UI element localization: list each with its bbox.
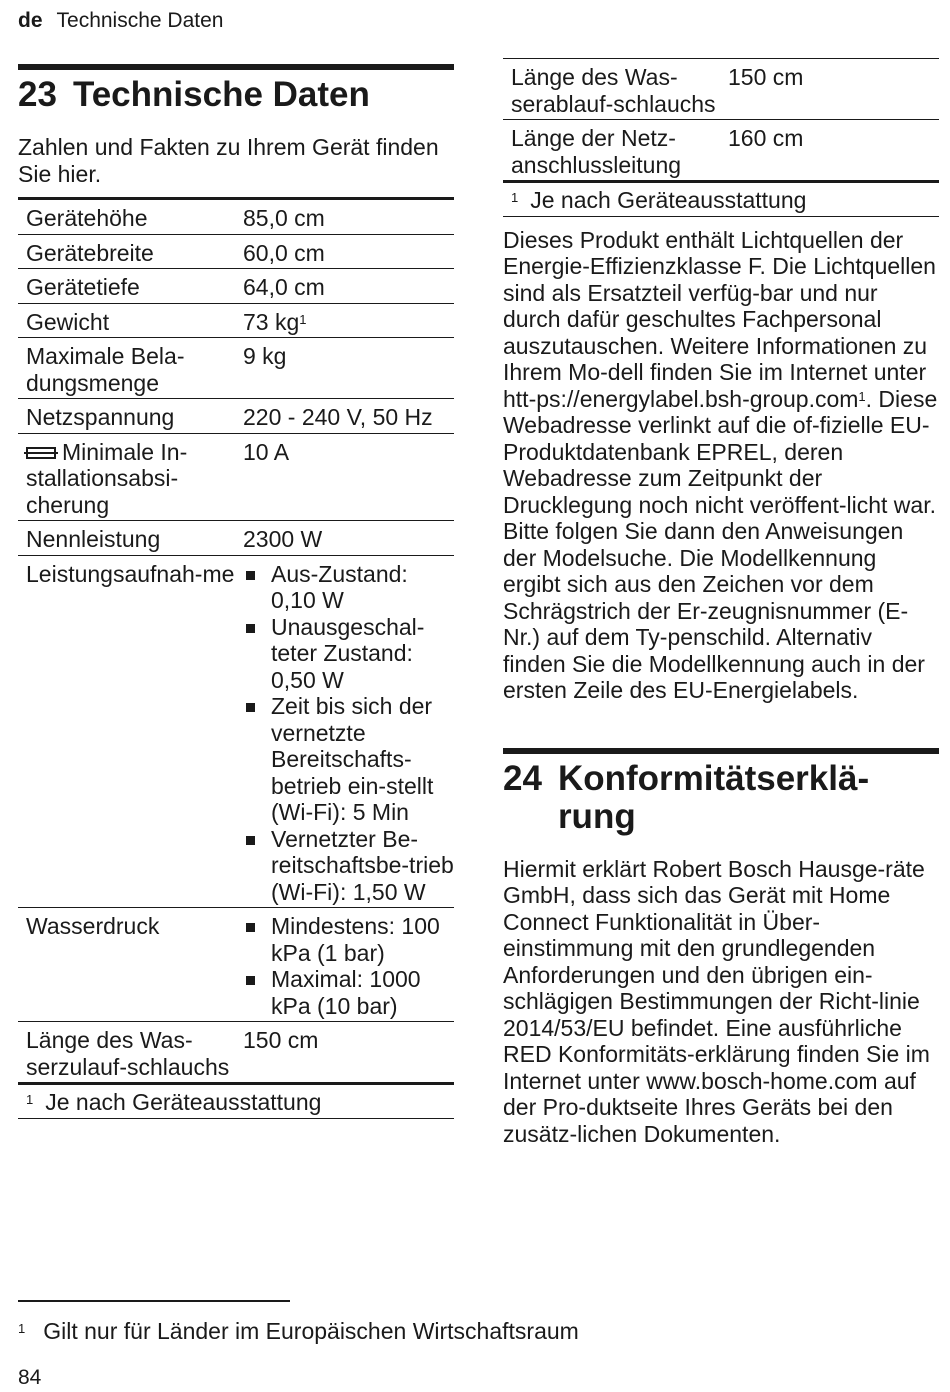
table-row (503, 59, 939, 120)
spec-key: Länge des Was-serablauf-schlauchs (511, 64, 716, 117)
spec-value: 2300 W (243, 526, 323, 552)
section-number: 23 (18, 75, 57, 114)
spec-key: Länge der Netz-anschlussleitung (511, 125, 682, 178)
table-row (18, 338, 454, 399)
section-title: Konformitätserklä-rung (557, 758, 870, 836)
footnote-text: Je nach Geräteausstattung (530, 187, 807, 213)
footnote-text: Je nach Geräteausstattung (45, 1089, 322, 1115)
list-item: Unausgeschal-teter Zustand: 0,50 W (243, 614, 454, 694)
list-item: Maximal: 1000 kPa (10 bar) (243, 966, 454, 1019)
energy-text-2: Weitere Informationen zu Ihrem Mo-dell finden Sie im Internet unter htt-ps://energylabel.bsh-group.com (503, 332, 928, 412)
spec-key: Maximale Bela-dungsmenge (26, 343, 185, 396)
spec-value: 64,0 cm (243, 274, 325, 300)
left-column (18, 64, 454, 1119)
spec-key: Gerätehöhe (26, 205, 148, 231)
spec-value: 9 kg (243, 343, 287, 369)
spec-table-right (503, 58, 939, 183)
footnote-ref: 1 (858, 388, 866, 404)
spec-value: 220 - 240 V, 50 Hz (243, 404, 433, 430)
table-row (503, 120, 939, 182)
spec-value: 85,0 cm (243, 205, 325, 231)
section-title: Technische Daten (72, 75, 370, 114)
spec-key: Leistungsaufnah-me (26, 560, 235, 587)
spec-key-text: Minimale In-stallationsabsi-cherung (26, 438, 188, 518)
table-row (18, 1022, 454, 1084)
table-row (18, 199, 454, 235)
energy-text-1: Dieses Produkt enthält Lichtquellen der Energie-Effizienzklasse F. Die Lichtquellen sind als Ersatzteil verfüg-bar und nur durch dafür geschultes Fachpersonal auszutauschen. (503, 226, 936, 359)
table-footnote (18, 1085, 454, 1119)
list-item: Zeit bis sich der vernetzte Bereitschafts-betrieb ein-stellt (Wi-Fi): 5 Min (243, 693, 454, 826)
language-tag: de (18, 9, 43, 32)
spec-value-text: 73 kg (243, 308, 300, 335)
spec-key (18, 433, 235, 521)
spec-key: Gerätebreite (26, 239, 154, 266)
conformity-text-2: Eine ausführliche RED Konformitäts-erklärung finden Sie im Internet unter www.bosch-home.com auf der Pro-duktseite Ihres Geräts bei den zusätz-lichen Dokumenten. (503, 1014, 930, 1147)
spec-key: Nennleistung (26, 526, 161, 552)
spec-value (235, 555, 454, 908)
footnote-text: Gilt nur für Länder im Europäischen Wirtschaftsraum (43, 1318, 579, 1344)
section-intro: Zahlen und Fakten zu Ihrem Gerät finden Sie hier. (18, 134, 439, 187)
table-row (18, 234, 454, 269)
table-footnote (503, 183, 939, 217)
spec-key: Gerätetiefe (26, 274, 140, 300)
right-column (503, 58, 939, 1147)
spec-value: 150 cm (243, 1027, 319, 1053)
page-header (18, 8, 223, 34)
spec-key: Wasserdruck (26, 913, 160, 939)
spec-key: Länge des Was-serzulauf-schlauchs (26, 1027, 230, 1080)
spec-value (235, 303, 454, 338)
header-title: Technische Daten (56, 9, 224, 32)
table-row (18, 555, 454, 908)
spec-key: Netzspannung (26, 404, 175, 430)
conformity-paragraph (503, 856, 939, 1148)
footnote-mark: 1 (26, 1092, 34, 1107)
section-24-heading (503, 748, 939, 836)
spec-value: 10 A (243, 438, 290, 465)
table-row (18, 908, 454, 1022)
page-footnote (18, 1318, 579, 1344)
list-item: Aus-Zustand: 0,10 W (243, 561, 454, 614)
spec-value (235, 908, 454, 1022)
conformity-text-1: Hiermit erklärt Robert Bosch Hausge-räte GmbH, dass sich das Gerät mit Home Connect Funktionalität in Über-einstimmung mit den grundlegenden Anforderungen und den übrigen ein-schlägigen Bestimmungen der Richt-linie 2014/53/EU befindet. (503, 855, 925, 1041)
spec-key: Gewicht (26, 308, 110, 335)
table-row (18, 303, 454, 338)
bullet-list (243, 913, 454, 1019)
energy-paragraph (503, 227, 939, 704)
spec-value: 150 cm (728, 64, 804, 90)
spec-value: 60,0 cm (243, 239, 325, 266)
table-row (18, 269, 454, 304)
table-row (18, 521, 454, 556)
footnote-mark: 1 (18, 1321, 26, 1336)
spec-value: 160 cm (728, 125, 804, 151)
list-item: Vernetzter Be-reitschaftsbe-trieb (Wi-Fi): 1,50 W (243, 826, 454, 906)
page-number: 84 (18, 1366, 42, 1389)
footnote-mark: 1 (511, 190, 519, 205)
footnote-ref: 1 (299, 311, 307, 327)
section-number: 24 (503, 758, 542, 798)
section-23-heading (18, 64, 454, 114)
table-row (18, 433, 454, 521)
energy-text-3: . Diese Webadresse verlinkt auf die of-fizielle EU-Produktdatenbank EPREL, deren Webadresse zum Zeitpunkt der Drucklegung noch nicht veröffent-licht war. Bitte folgen Sie dann den Anweisungen der Modelsuche. Die Modellkennung ergibt sich aus den Zeichen vor dem Schrägstrich der Er-zeugnisnummer (E-Nr.) auf dem Ty-penschild. Alternativ finden Sie die Modellkennung auch in der ersten Zeile des EU-Energielabels. (503, 385, 938, 703)
list-item: Mindestens: 100 kPa (1 bar) (243, 913, 454, 966)
bullet-list (243, 561, 454, 906)
table-row (18, 399, 454, 434)
spec-table-left (18, 197, 454, 1085)
fuse-icon (26, 447, 56, 459)
footnote-divider (18, 1300, 290, 1302)
